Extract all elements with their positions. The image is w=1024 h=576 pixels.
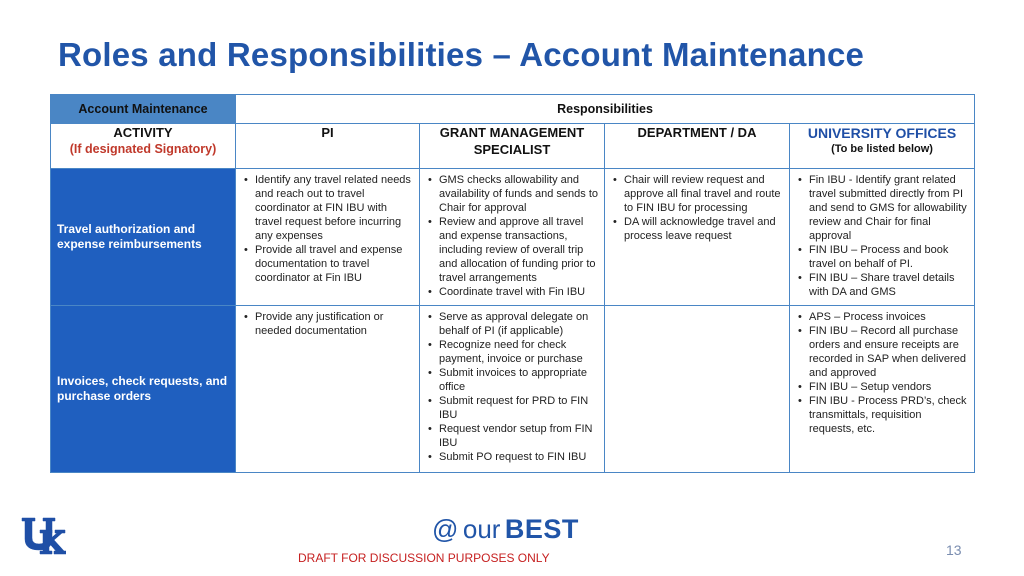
gms-cell	[420, 306, 605, 473]
header-row-1	[51, 95, 975, 124]
bullet-item: • APS – Process invoices	[796, 310, 968, 324]
page-number: 13	[946, 542, 962, 558]
bullet-item: • Chair will review request and approve all final travel and route to FIN IBU for processing	[611, 173, 783, 215]
bullet-item: • GMS checks allowability and availability of funds and sends to Chair for approval	[426, 173, 598, 215]
dept-cell	[605, 169, 790, 306]
brand-our: our	[462, 514, 501, 544]
responsibilities-header: Responsibilities	[236, 95, 975, 124]
bullet-item: • Submit invoices to appropriate office	[426, 366, 598, 394]
bullet-item: • Serve as approval delegate on behalf of PI (if applicable)	[426, 310, 598, 338]
bullet-item: • Provide any justification or needed documentation	[242, 310, 413, 338]
at-our-best-brand	[432, 514, 579, 545]
bullet-item: • FIN IBU – Record all purchase orders and ensure receipts are recorded in SAP when delivered and approved	[796, 324, 968, 380]
bullet-item: • DA will acknowledge travel and process leave request	[611, 215, 783, 243]
header-row-2	[51, 124, 975, 169]
gms-header-line1: GRANT MANAGEMENT	[439, 125, 585, 140]
bullet-item: • Coordinate travel with Fin IBU	[426, 285, 598, 299]
bullet-item: • Provide all travel and expense documentation to travel coordinator at Fin IBU	[242, 243, 413, 285]
bullet-item: • Submit request for PRD to FIN IBU	[426, 394, 598, 422]
dept-cell	[605, 306, 790, 473]
pi-header: PI	[321, 125, 334, 140]
uo-subheader: (To be listed below)	[831, 143, 933, 155]
bullet-item: • FIN IBU – Process and book travel on behalf of PI.	[796, 243, 968, 271]
bullet-item: • FIN IBU - Process PRD’s, check transmittals, requisition requests, etc.	[796, 394, 968, 436]
pi-cell	[236, 169, 420, 306]
responsibilities-table	[50, 94, 975, 473]
table-row	[51, 306, 975, 473]
uo-header-cell	[790, 124, 975, 169]
uo-header: UNIVERSITY OFFICES	[807, 125, 957, 141]
uk-logo-icon	[20, 516, 66, 556]
gms-header-cell	[420, 124, 605, 169]
bullet-item: • Review and approve all travel and expense transactions, including review of overall trip and allocation of funding prior to travel arrangements	[426, 215, 598, 285]
bullet-item: • FIN IBU – Setup vendors	[796, 380, 968, 394]
activity-subheader: (If designated Signatory)	[69, 142, 217, 156]
bullet-item: • Submit PO request to FIN IBU	[426, 450, 598, 464]
corner-header: Account Maintenance	[51, 95, 236, 124]
gms-header-line2: SPECIALIST	[473, 142, 551, 157]
page-title: Roles and Responsibilities – Account Maintenance	[58, 36, 865, 73]
brand-at: @	[432, 514, 459, 544]
dept-header: DEPARTMENT / DA	[637, 125, 757, 140]
activity-cell: Travel authorization and expense reimbursements	[51, 169, 236, 306]
uo-cell	[790, 169, 975, 306]
bullet-item: • FIN IBU – Share travel details with DA and GMS	[796, 271, 968, 299]
bullet-item: • Fin IBU - Identify grant related travel submitted directly from PI and send to GMS for allowability review and Chair for final approval	[796, 173, 968, 243]
pi-cell	[236, 306, 420, 473]
activity-cell: Invoices, check requests, and purchase orders	[51, 306, 236, 473]
brand-best: BEST	[504, 514, 579, 544]
bullet-item: • Recognize need for check payment, invoice or purchase	[426, 338, 598, 366]
bullet-item: • Identify any travel related needs and reach out to travel coordinator at FIN IBU with travel request before incurring any expenses	[242, 173, 413, 243]
bullet-item: • Request vendor setup from FIN IBU	[426, 422, 598, 450]
draft-note: DRAFT FOR DISCUSSION PURPOSES ONLY	[298, 551, 550, 565]
gms-cell	[420, 169, 605, 306]
uo-cell	[790, 306, 975, 473]
activity-header: ACTIVITY	[113, 125, 173, 140]
dept-header-cell	[605, 124, 790, 169]
activity-header-cell	[51, 124, 236, 169]
pi-header-cell	[236, 124, 420, 169]
table-row	[51, 169, 975, 306]
